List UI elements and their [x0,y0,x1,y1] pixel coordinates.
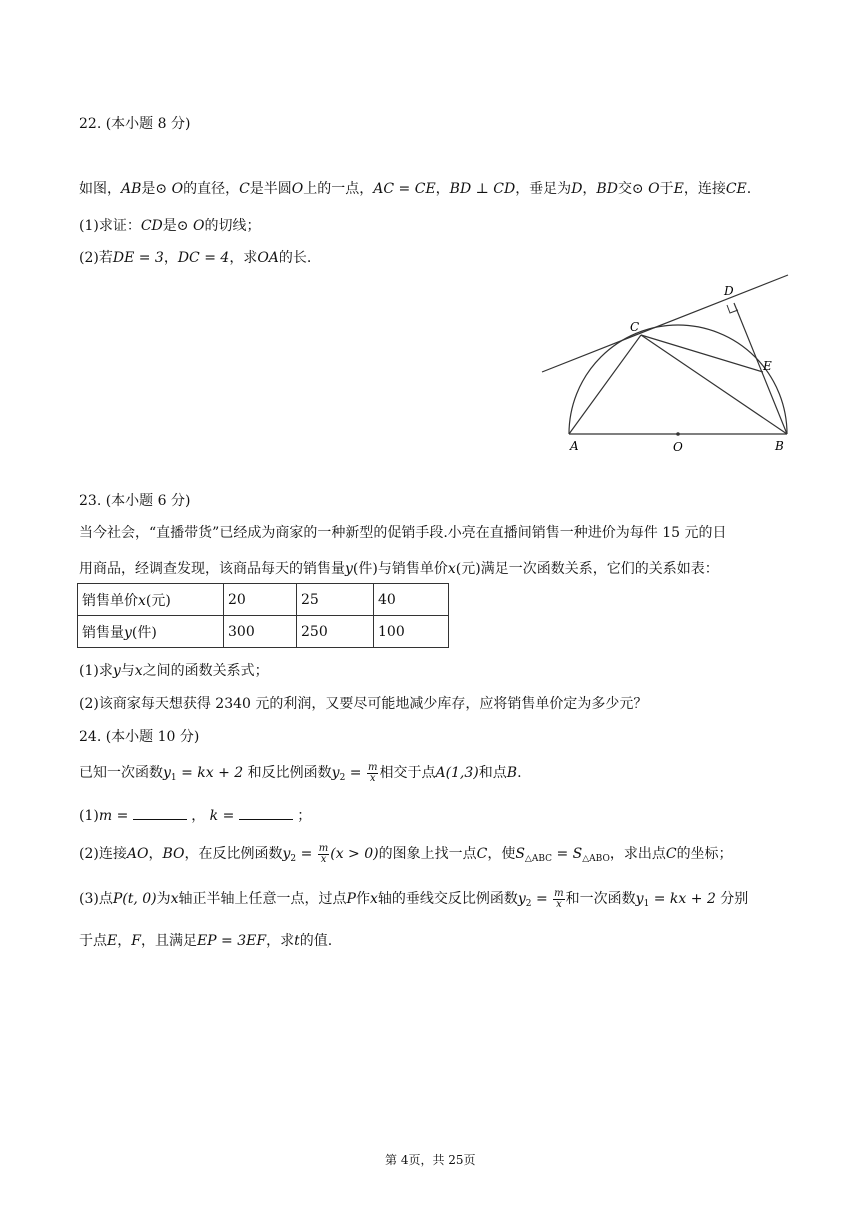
q24-part3: (3)点P(t, 0)为x轴正半轴上任意一点，过点P作x轴的垂线交反比例函数$y_2$ = $\frac{m}{x}$ 和一次函数$y_1$ = kx + 2 分别 [79,887,749,910]
q23-line2: 用商品，经调查发现，该商品每天的销售量y(件)与销售单价x(元)满足一次函数关系，它们的关系如表： [79,561,719,577]
page-footer: 第 4页，共 25页 [385,1153,476,1167]
geometry-figure [530,265,800,460]
table-cell: 250 [297,616,374,648]
table-row [78,584,449,616]
q23-header: 23. (本小题 6 分) [79,493,191,509]
table-cell: 销售量y(件) [78,616,224,648]
q24-part2: (2)连接AO，BO，在反比例函数$y_2$ = $\frac{m}{x}$ (x > 0)的图象上找一点C，使$S_{\triangle ABC} = S_{\triangle ABO}$，求出点C的坐标； [79,842,733,865]
label-a: A [570,439,579,453]
fraction-m-over-x: $\frac{m}{x}$ [318,842,329,865]
q22-header: 22. (本小题 8 分) [79,116,191,132]
table-cell: 40 [374,584,449,616]
fraction-m-over-x: $\frac{m}{x}$ [554,887,564,910]
q24-header: 24. (本小题 10 分) [79,729,200,745]
q24-part1: (1)m = ， k = ； [79,808,312,824]
table-cell: 销售单价x(元) [78,584,224,616]
q24-part3-cont: 于点E，F，且满足EP = 3EF，求t的值. [79,933,333,949]
segment-ac [569,335,641,434]
data-table [77,583,449,648]
q24-stem: 已知一次函数$y_1$ = kx + 2 和反比例函数$y_2$ = $\frac{m}{x}$ 相交于点A(1,3)和点B. [79,761,522,784]
label-e: E [763,359,772,373]
q22-part2: (2)若DE = 3，DC = 4，求OA的长. [79,250,312,266]
q23-part1: (1)求y与x之间的函数关系式； [79,663,269,679]
table-cell: 25 [297,584,374,616]
answer-blank-k[interactable] [239,807,293,820]
segment-ce [641,335,763,372]
fraction-m-over-x: $\frac{m}{x}$ [367,761,378,784]
label-b: B [775,439,784,453]
label-o: O [673,440,683,454]
answer-blank-m[interactable] [133,807,187,820]
q22-part1: (1)求证：CD是⊙ O的切线； [79,218,261,234]
center-point-o [676,432,680,436]
table-cell: 100 [374,616,449,648]
q23-line1: 当今社会，“直播带货”已经成为商家的一种新型的促销手段.小亮在直播间销售一种进价为每件 15 元的日 [79,525,727,541]
label-d: D [724,284,734,298]
table-row [78,616,449,648]
tangent-line [542,275,788,372]
table-cell: 300 [224,616,297,648]
segment-bd [734,303,787,434]
q22-stem: 如图，AB是⊙ O的直径，C是半圆O上的一点，AC = CE，BD ⊥ CD，垂足为D，BD交⊙ O于E，连接CE. [79,181,752,197]
label-c: C [630,320,640,334]
table-cell: 20 [224,584,297,616]
q23-part2: (2)该商家每天想获得 2340 元的利润，又要尽可能地减少库存，应将销售单价定为多少元？ [79,696,648,712]
segment-cb [641,335,787,434]
semicircle-arc [569,325,787,434]
